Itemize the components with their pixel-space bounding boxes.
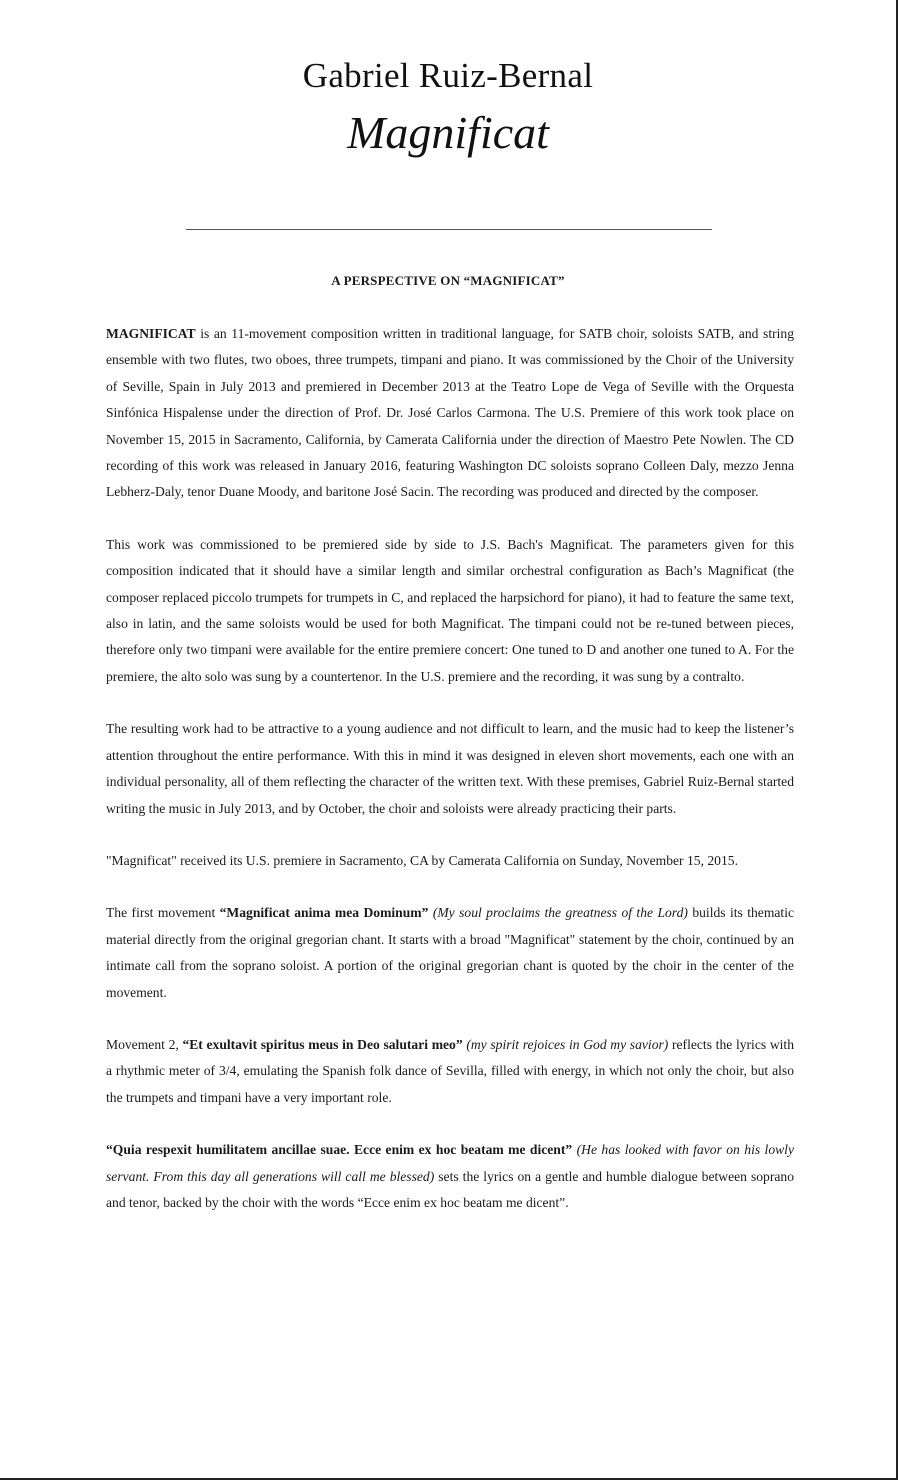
movement-2-pre: Movement 2, xyxy=(106,1036,183,1052)
movement-1-title: “Magnificat anima mea Dominum” xyxy=(219,905,429,921)
work-title: Magnificat xyxy=(347,107,549,158)
movement-2-translation: (my spirit rejoices in God my savior) xyxy=(462,1036,669,1052)
composer-name: Gabriel Ruiz-Bernal xyxy=(302,56,594,95)
movement-3-title: “Quia respexit humilitatem ancillae suae. Ecce enim ex hoc beatam me dicent” xyxy=(106,1142,573,1158)
paragraph-intro xyxy=(106,321,794,506)
movement-3-description: sets the lyrics on a gentle and humble dialogue between soprano and tenor, backed by the choir with the words “Ecce enim ex hoc beatam me dicent”. xyxy=(106,1168,794,1210)
movement-1-pre: The first movement xyxy=(106,905,220,921)
paragraph-movement-1 xyxy=(106,900,794,1006)
movement-2-title: “Et exultavit spiritus meus in Deo salutari meo” xyxy=(182,1036,463,1052)
paragraph-us-premiere: "Magnificat" received its U.S. premiere in Sacramento, CA by Camerata California on Sunday, November 15, 2015. xyxy=(106,852,738,868)
paragraph-design: The resulting work had to be attractive to a young audience and not difficult to learn, and the music had to keep the listener’s attention throughout the entire performance. With this in mind it was designed in eleven short movements, each one with an individual personality, all of them reflecting the character of the written text. With these premises, Gabriel Ruiz-Bernal started writing the music in July 2013, and by October, the choir and soloists were already practicing their parts. xyxy=(106,721,794,816)
paragraph-intro-lead: MAGNIFICAT xyxy=(106,326,196,341)
paragraph-movement-3 xyxy=(106,1137,794,1216)
paragraph-movement-2 xyxy=(106,1032,794,1111)
title-divider xyxy=(186,229,712,230)
movement-1-description: builds its thematic material directly from the original gregorian chant. It starts with a broad "Magnificat" statement by the choir, continued by an intimate call from the soprano soloist. A portion of the original gregorian chant is quoted by the choir in the center of the movement. xyxy=(106,905,795,1000)
movement-1-translation: (My soul proclaims the greatness of the Lord) xyxy=(428,905,688,921)
article-body xyxy=(106,321,794,1242)
paragraph-intro-text: is an 11-movement composition written in traditional language, for SATB choir, soloists SATB, and string ensemble with two flutes, two oboes, three trumpets, timpani and piano. It was commissioned by the Choir of the University of Seville, Spain in July 2013 and premiered in December 2013 at the Teatro Lope de Vega of Seville with the Orquesta Sinfónica Hispalense under the direction of Prof. Dr. José Carlos Carmona. The U.S. Premiere of this work took place on November 15, 2015 in Sacramento, California, by Camerata California under the direction of Maestro Pete Nowlen. The CD recording of this work was released in January 2016, featuring Washington DC soloists soprano Colleen Daly, mezzo Jenna Lebherz-Daly, tenor Duane Moody, and baritone José Sacin. The recording was produced and directed by the composer. xyxy=(106,326,794,500)
paragraph-commission: This work was commissioned to be premiered side by side to J.S. Bach's Magnificat. The parameters given for this composition indicated that it should have a similar length and similar orchestral configuration as Bach’s Magnificat (the composer replaced piccolo trumpets for trumpets in C, and replaced the harpsichord for piano), it had to feature the same text, also in latin, and the same soloists would be used for both Magnificat. The timpani could not be re-tuned between pieces, therefore only two timpani were available for the entire premiere concert: One tuned to D and another one tuned to A. For the premiere, the alto solo was sung by a countertenor. In the U.S. premiere and the recording, it was sung by a contralto. xyxy=(106,536,794,684)
movement-3-translation: (He has looked with favor on his lowly servant. From this day all generations will call me blessed) xyxy=(106,1142,794,1184)
section-heading: A PERSPECTIVE ON “MAGNIFICAT” xyxy=(331,273,565,288)
movement-2-description: reflects the lyrics with a rhythmic meter of 3/4, emulating the Spanish folk dance of Sevilla, filled with energy, in which not only the choir, but also the trumpets and timpani have a very important role. xyxy=(106,1036,794,1105)
